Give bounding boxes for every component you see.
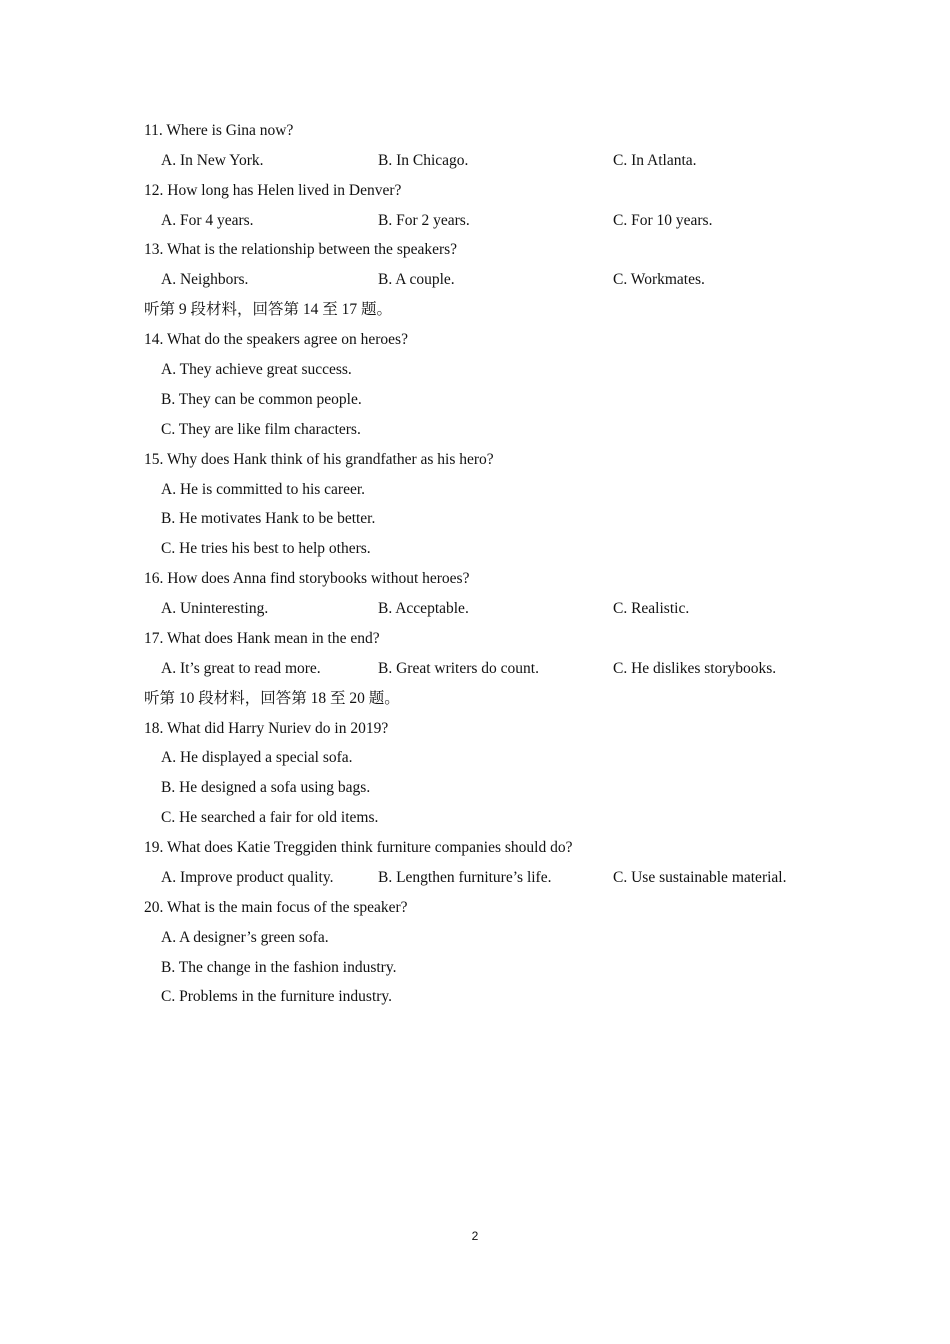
- option-16-b: B. Acceptable.: [378, 600, 469, 617]
- option-18-a: A. He displayed a special sofa.: [161, 749, 353, 766]
- option-11-a: A. In New York.: [161, 152, 264, 169]
- option-16-a: A. Uninteresting.: [161, 600, 269, 617]
- option-20-c: C. Problems in the furniture industry.: [161, 988, 393, 1005]
- option-17-b: B. Great writers do count.: [378, 660, 539, 677]
- option-20-b: B. The change in the fashion industry.: [161, 959, 397, 976]
- option-14-c: C. They are like film characters.: [161, 421, 361, 438]
- option-12-b: B. For 2 years.: [378, 212, 470, 229]
- option-15-a: A. He is committed to his career.: [161, 481, 366, 498]
- option-11-c: C. In Atlanta.: [613, 152, 697, 169]
- section-9-instruction: 听第 9 段材料，回答第 14 至 17 题。: [144, 301, 393, 318]
- option-19-c: C. Use sustainable material.: [613, 869, 787, 886]
- option-15-b: B. He motivates Hank to be better.: [161, 510, 376, 527]
- option-11-b: B. In Chicago.: [378, 152, 469, 169]
- option-13-a: A. Neighbors.: [161, 271, 249, 288]
- option-13-c: C. Workmates.: [613, 271, 705, 288]
- option-12-a: A. For 4 years.: [161, 212, 254, 229]
- option-18-b: B. He designed a sofa using bags.: [161, 779, 371, 796]
- page-number: 2: [471, 1229, 479, 1243]
- question-19: 19. What does Katie Treggiden think furniture companies should do?: [144, 839, 573, 856]
- option-18-c: C. He searched a fair for old items.: [161, 809, 379, 826]
- option-19-b: B. Lengthen furniture’s life.: [378, 869, 552, 886]
- option-19-a: A. Improve product quality.: [161, 869, 334, 886]
- section-10-instruction: 听第 10 段材料，回答第 18 至 20 题。: [144, 690, 400, 707]
- question-20: 20. What is the main focus of the speaker?: [144, 899, 408, 916]
- option-13-b: B. A couple.: [378, 271, 455, 288]
- option-16-c: C. Realistic.: [613, 600, 690, 617]
- question-11: 11. Where is Gina now?: [144, 122, 294, 139]
- question-17: 17. What does Hank mean in the end?: [144, 630, 380, 647]
- question-16: 16. How does Anna find storybooks without heroes?: [144, 570, 470, 587]
- option-20-a: A. A designer’s green sofa.: [161, 929, 329, 946]
- question-18: 18. What did Harry Nuriev do in 2019?: [144, 720, 389, 737]
- option-15-c: C. He tries his best to help others.: [161, 540, 371, 557]
- question-14: 14. What do the speakers agree on heroes?: [144, 331, 408, 348]
- question-15: 15. Why does Hank think of his grandfather as his hero?: [144, 451, 494, 468]
- option-17-a: A. It’s great to read more.: [161, 660, 321, 677]
- option-17-c: C. He dislikes storybooks.: [613, 660, 777, 677]
- question-12: 12. How long has Helen lived in Denver?: [144, 182, 402, 199]
- option-14-b: B. They can be common people.: [161, 391, 362, 408]
- question-13: 13. What is the relationship between the speakers?: [144, 241, 458, 258]
- option-14-a: A. They achieve great success.: [161, 361, 352, 378]
- option-12-c: C. For 10 years.: [613, 212, 713, 229]
